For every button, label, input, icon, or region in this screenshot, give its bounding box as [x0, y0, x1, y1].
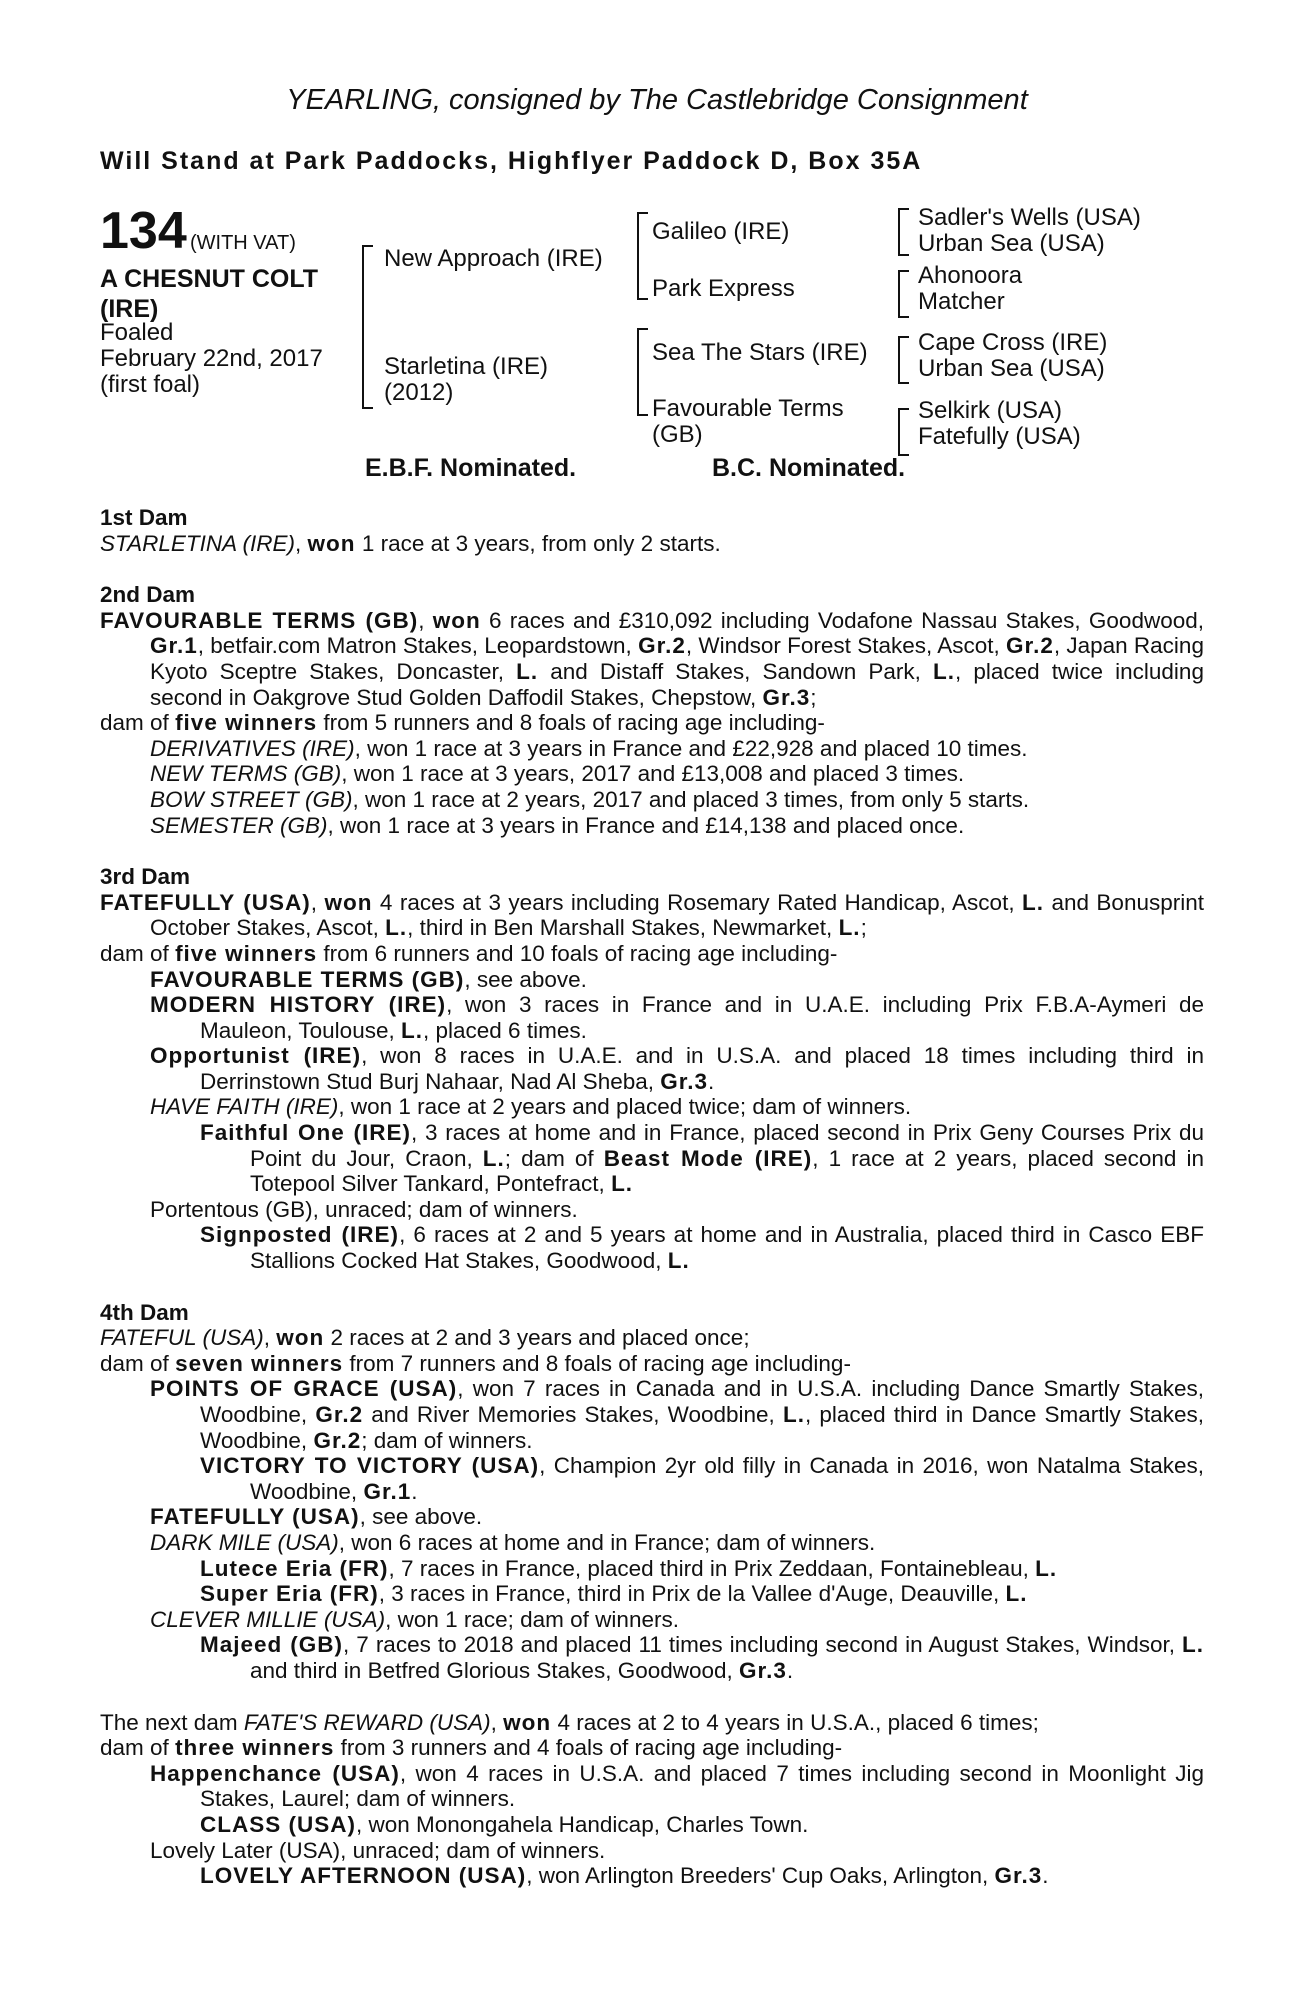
produce-grand-item: CLASS (USA), won Monongahela Handicap, Charles Town.	[200, 1811, 809, 1837]
sire: New Approach (IRE)	[384, 245, 603, 272]
dam-dam-country: (GB)	[652, 421, 703, 448]
vat-note: (WITH VAT)	[190, 232, 296, 254]
catalogue-body	[100, 505, 1204, 1889]
ds-sire: Cape Cross (IRE)	[918, 329, 1108, 356]
sire-dam: Park Express	[652, 275, 795, 302]
third-dam-record: FATEFULLY (USA), won 4 races at 3 years including Rosemary Rated Handicap, Ascot, L. and Bonusprint October Stakes, Ascot, L., third in Ben Marshall Stakes, Newmarket, L.;	[100, 889, 1204, 941]
first-dam-record: STARLETINA (IRE), won 1 race at 3 years, from only 2 starts.	[100, 530, 721, 556]
brace-3d	[898, 408, 909, 456]
produce-grand-item: LOVELY AFTERNOON (USA), won Arlington Breeders' Cup Oaks, Arlington, Gr.3.	[200, 1863, 1049, 1889]
ss-sire: Sadler's Wells (USA)	[918, 204, 1141, 231]
dam-sire: Sea The Stars (IRE)	[652, 339, 868, 366]
produce-summary: dam of five winners from 5 runners and 8 foals of racing age including-	[100, 710, 825, 736]
produce-grand-item: Super Eria (FR), 3 races in France, third in Prix de la Vallee d'Auge, Deauville, L.	[200, 1581, 1028, 1607]
produce-item: Opportunist (IRE), won 8 races in U.A.E. and in U.S.A. and placed 18 times including third in Derrinstown Stud Burj Nahaar, Nad Al Sheba, Gr.3.	[150, 1043, 1204, 1094]
ss-dam: Urban Sea (USA)	[918, 230, 1105, 257]
produce-summary: dam of seven winners from 7 runners and 8 foals of racing age including-	[100, 1350, 851, 1376]
produce-item: SEMESTER (GB), won 1 race at 3 years in France and £14,138 and placed once.	[150, 812, 965, 838]
third-dam-section	[100, 864, 1204, 1274]
fourth-dam-record: FATEFUL (USA), won 2 races at 2 and 3 years and placed once;	[100, 1325, 750, 1351]
sire-line-brace	[637, 212, 648, 300]
produce-summary: dam of three winners from 3 runners and 4 foals of racing age including-	[100, 1735, 843, 1761]
consignment-line: YEARLING, consigned by The Castlebridge Consignment	[286, 84, 1028, 116]
second-dam-section	[100, 582, 1204, 838]
produce-item: DERIVATIVES (IRE), won 1 race at 3 years in France and £22,928 and placed 10 times.	[150, 735, 1028, 761]
sd-sire: Ahonoora	[918, 262, 1023, 289]
fourth-dam-section	[100, 1300, 1204, 1684]
next-dam-section	[100, 1710, 1204, 1889]
foaled-note: (first foal)	[100, 371, 201, 398]
next-dam-record: The next dam FATE'S REWARD (USA), won 4 races at 2 to 4 years in U.S.A., placed 6 times;	[100, 1709, 1039, 1735]
produce-item: Lovely Later (USA), unraced; dam of winners.	[150, 1837, 606, 1863]
brace-3a	[898, 208, 909, 256]
first-dam-section	[100, 505, 1204, 556]
produce-item: FAVOURABLE TERMS (GB), see above.	[150, 966, 587, 992]
sd-dam: Matcher	[918, 288, 1005, 315]
ds-dam: Urban Sea (USA)	[918, 355, 1105, 382]
brace-3c	[898, 336, 909, 384]
dam-line-brace	[637, 328, 648, 416]
bc-nominated: B.C. Nominated.	[712, 454, 906, 482]
produce-grand-item: Majeed (GB), 7 races to 2018 and placed 11 times including second in August Stakes, Windsor, L. and third in Betfred Glorious Stakes, Goodwood, Gr.3.	[200, 1632, 1204, 1683]
second-dam-record: FAVOURABLE TERMS (GB), won 6 races and £310,092 including Vodafone Nassau Stakes, Goodwood, Gr.1, betfair.com Matron Stakes, Leopardstown, Gr.2, Windsor Forest Stakes, Ascot, Gr.2, Japan Racing Kyoto Sceptre Stakes, Doncaster, L. and Distaff Stakes, Sandown Park, L., placed twice including second in Oakgrove Stud Golden Daffodil Stakes, Chepstow, Gr.3;	[100, 607, 1204, 710]
produce-grand-item: Faithful One (IRE), 3 races at home and in France, placed second in Prix Geny Courses Prix du Point du Jour, Craon, L.; dam of Beast Mode (IRE), 1 race at 2 years, placed second in Totepool Silver Tankard, Pontefract, L.	[200, 1120, 1204, 1197]
produce-item: Happenchance (USA), won 4 races in U.S.A. and placed 7 times including second in Moonlight Jig Stakes, Laurel; dam of winners.	[150, 1760, 1205, 1812]
sire-sire: Galileo (IRE)	[652, 218, 790, 245]
produce-item: DARK MILE (USA), won 6 races at home and in France; dam of winners.	[150, 1529, 876, 1555]
produce-item: FATEFULLY (USA), see above.	[150, 1504, 483, 1530]
lot-title-line2: (IRE)	[100, 295, 159, 323]
dd-dam: Fatefully (USA)	[918, 423, 1081, 450]
section-heading: 3rd Dam	[100, 864, 191, 890]
produce-summary: dam of five winners from 6 runners and 10 foals of racing age including-	[100, 940, 838, 966]
lot-number: 134	[100, 202, 187, 260]
stand-location: Will Stand at Park Paddocks, Highflyer Paddock D, Box 35A	[100, 147, 923, 175]
brace-3b	[898, 270, 909, 318]
produce-item: MODERN HISTORY (IRE), won 3 races in France and in U.A.E. including Prix F.B.A-Aymeri de Mauleon, Toulouse, L., placed 6 times.	[150, 992, 1204, 1043]
produce-grand-item: Lutece Eria (FR), 7 races in France, placed third in Prix Zeddaan, Fontainebleau, L.	[200, 1555, 1058, 1581]
section-heading: 2nd Dam	[100, 582, 196, 608]
dam: Starletina (IRE)	[384, 353, 549, 380]
produce-item: CLEVER MILLIE (USA), won 1 race; dam of winners.	[150, 1606, 679, 1632]
produce-item: NEW TERMS (GB), won 1 race at 3 years, 2017 and £13,008 and placed 3 times.	[150, 761, 965, 787]
section-heading: 4th Dam	[100, 1299, 189, 1325]
dam-year: (2012)	[384, 379, 454, 406]
ebf-nominated: E.B.F. Nominated.	[365, 454, 577, 482]
dd-sire: Selkirk (USA)	[918, 397, 1063, 424]
produce-grand-item: VICTORY TO VICTORY (USA), Champion 2yr old filly in Canada in 2016, won Natalma Stakes, Woodbine, Gr.1.	[200, 1453, 1204, 1504]
produce-grand-item: Signposted (IRE), 6 races at 2 and 5 years at home and in Australia, placed third in Casco EBF Stallions Cocked Hat Stakes, Goodwood, L.	[200, 1222, 1204, 1274]
sire-dam-brace	[362, 245, 373, 409]
foaled-info	[100, 320, 323, 398]
dam-dam: Favourable Terms	[652, 395, 844, 422]
section-heading: 1st Dam	[100, 505, 188, 530]
produce-item: HAVE FAITH (IRE), won 1 race at 2 years and placed twice; dam of winners.	[150, 1094, 912, 1120]
lot-title-line1: A CHESNUT COLT	[100, 265, 319, 293]
foaled-date: February 22nd, 2017	[100, 345, 323, 372]
foaled-label: Foaled	[100, 319, 174, 346]
produce-item: POINTS OF GRACE (USA), won 7 races in Canada and in U.S.A. including Dance Smartly Stakes, Woodbine, Gr.2 and River Memories Stakes, Woodbine, L., placed third in Dance Smartly Stakes, Woodbine, Gr.2; dam of winners.	[150, 1376, 1204, 1453]
produce-item: Portentous (GB), unraced; dam of winners.	[150, 1196, 578, 1222]
lot-title	[100, 264, 318, 324]
produce-item: BOW STREET (GB), won 1 race at 2 years, 2017 and placed 3 times, from only 5 starts.	[150, 786, 1030, 812]
